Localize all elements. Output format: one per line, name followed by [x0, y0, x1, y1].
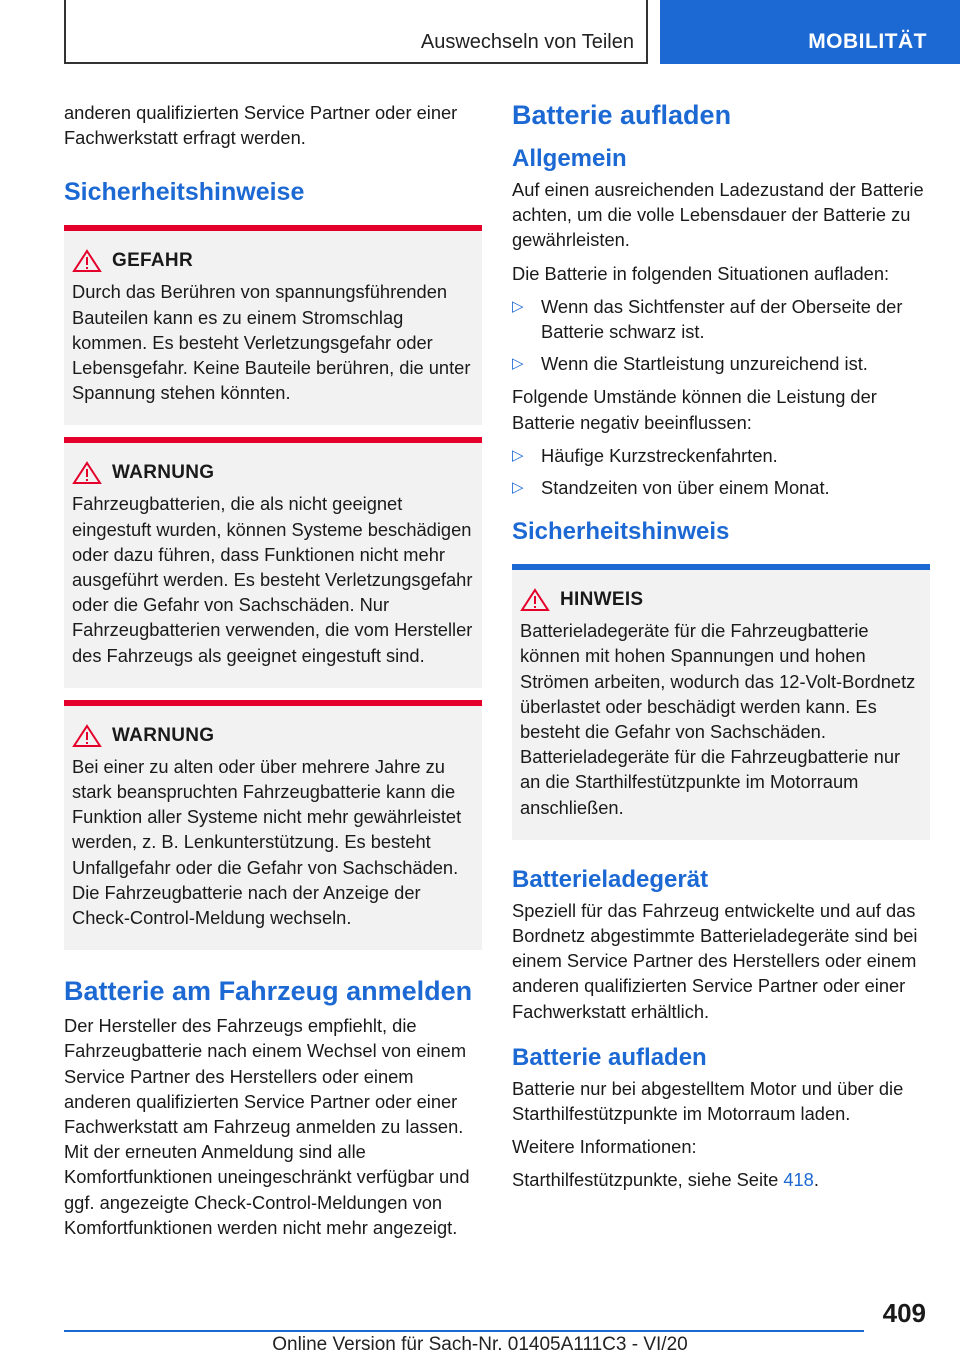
warning-box-2	[64, 700, 482, 950]
register-heading: Batterie am Fahrzeug anmelden	[64, 976, 473, 1007]
warning-box-2-header	[72, 724, 474, 748]
list-item-text: Standzeiten von über einem Monat.	[541, 477, 830, 499]
right-column	[512, 100, 930, 1201]
list-item	[512, 475, 930, 500]
charger-text: Speziell für das Fahrzeug entwickelte und auf das Bordnetz abgestimmte Batterieladegeräte sind bei einem Service Partner des Herstellers oder einem anderen qualifizierten Service Partner oder einer Fachwerkstatt erhältlich.	[512, 899, 918, 1022]
notice-box-header	[520, 588, 922, 612]
triangle-bullet-icon: ▷	[512, 479, 524, 497]
warning-triangle-icon	[72, 724, 110, 748]
warning-triangle-icon	[520, 588, 558, 612]
triangle-bullet-icon: ▷	[512, 297, 524, 315]
safety-heading: Sicherheitshinweise	[64, 178, 305, 207]
notice-text: Batterieladegeräte für die Fahrzeugbatterie können mit hohen Spannungen und hohen Strömen arbeiten, wodurch das 12-Volt-Bordnetz überlastet oder beschädigt werden kann. Es besteht die Gefahr von Sachschäden. Batterieladegeräte für die Fahrzeugbatterie nur an die Starthilfestützpunkte im Motorraum anschließen.	[520, 620, 916, 818]
list-item-text: Häufige Kurzstreckenfahrten.	[541, 444, 778, 466]
reference-line	[512, 1167, 930, 1192]
list-item-text: Wenn das Sichtfenster auf der Oberseite der Batterie schwarz ist.	[541, 295, 903, 343]
general-heading: Allgemein	[512, 145, 627, 172]
factors-list	[512, 443, 930, 500]
danger-text: Durch das Berühren von spannungsführenden Bauteilen kann es zu einem Stromschlag kommen. Es besteht Verletzungsgefahr oder Lebensgefahr. Keine Bauteile berühren, die unter Spannung stehen könnten.	[72, 281, 471, 404]
warning-2-label: WARNUNG	[112, 724, 215, 746]
warning-1-label: WARNUNG	[112, 462, 215, 484]
list-item	[512, 294, 930, 344]
warning-1-text: Fahrzeugbatterien, die als nicht geeignet eingestuft wurden, können Systeme beschädigen oder dazu führen, dass Funktionen nicht mehr ausgeführt werden. Es besteht Verletzungsgefahr oder die Gefahr von Sachschäden. Nur Fahrzeugbatterien verwenden, die vom Hersteller des Fahrzeugs als geeignet eingestuft sind.	[72, 493, 473, 666]
charge-text: Batterie nur bei abgestelltem Motor und über die Starthilfestützpunkte im Motorraum laden.	[512, 1077, 904, 1125]
situations-list	[512, 294, 930, 377]
danger-label: GEFAHR	[112, 250, 193, 272]
warning-triangle-icon	[72, 249, 110, 273]
general-text: Auf einen ausreichenden Ladezustand der Batterie achten, um die volle Lebensdauer der Batterie zu gewährleisten.	[512, 179, 924, 251]
charge-heading: Batterie aufladen	[512, 100, 732, 130]
warning-2-text: Bei einer zu alten oder über mehrere Jahre zu stark beanspruchten Fahrzeugbatterie kann die Funktion aller Systeme nicht mehr gewährleistet werden, z. B. Lenkunterstützung. Es besteht Unfallgefahr oder die Gefahr von Sachschäden. Die Fahrzeugbatterie nach der Anzeige der Check-Control-Meldung wechseln.	[72, 755, 462, 929]
page-number: 409	[882, 1298, 926, 1328]
page-reference-link[interactable]: 418	[783, 1169, 814, 1191]
charge-sub-heading: Batterie aufladen	[512, 1043, 707, 1071]
notice-box	[512, 564, 930, 840]
list-item	[512, 443, 930, 468]
warning-box-1-header	[72, 461, 474, 485]
left-column	[64, 100, 482, 1248]
triangle-bullet-icon: ▷	[512, 355, 524, 373]
intro-text: anderen qualifizierten Service Partner oder einer Fachwerkstatt erfragt werden.	[64, 102, 458, 149]
header-tab-mobilitaet[interactable]: MOBILITÄT	[660, 0, 960, 64]
warning-triangle-icon	[72, 461, 110, 485]
charger-heading: Batterieladegerät	[512, 865, 709, 893]
header-section-title: Auswechseln von Teilen	[420, 31, 634, 53]
triangle-bullet-icon: ▷	[512, 446, 524, 464]
footer-divider	[64, 1330, 864, 1332]
danger-box-header	[72, 249, 474, 273]
danger-box	[64, 225, 482, 425]
list-item-text: Wenn die Startleistung unzureichend ist.	[541, 353, 868, 375]
notice-safety-heading: Sicherheitshinweis	[512, 518, 730, 546]
footer-online-version: Online Version für Sach-Nr. 01405A111C3 - VI/20	[272, 1334, 688, 1355]
warning-box-1	[64, 437, 482, 687]
factors-intro: Folgende Umstände können die Leistung der Batterie negativ beeinflussen:	[512, 386, 877, 433]
reference-prefix: Starthilfestützpunkte, siehe Seite	[512, 1169, 784, 1191]
list-item	[512, 351, 930, 376]
more-info-text: Weitere Informationen:	[512, 1136, 697, 1158]
reference-suffix: .	[813, 1169, 819, 1191]
register-text: Der Hersteller des Fahrzeugs empfiehlt, die Fahrzeugbatterie nach einem Wechsel von einem Service Partner des Herstellers oder einem anderen qualifizierten Service Partner oder einer Fachwerkstatt am Fahrzeug anmelden zu lassen. Mit der erneuten Anmeldung sind alle Komfortfunktionen uneingeschränkt verfügbar und ggf. angezeigte Check-Control-Meldungen von Komfortfunktionen werden nicht mehr angezeigt.	[64, 1015, 470, 1238]
situations-intro: Die Batterie in folgenden Situationen aufladen:	[512, 262, 890, 284]
notice-label: HINWEIS	[560, 589, 644, 611]
